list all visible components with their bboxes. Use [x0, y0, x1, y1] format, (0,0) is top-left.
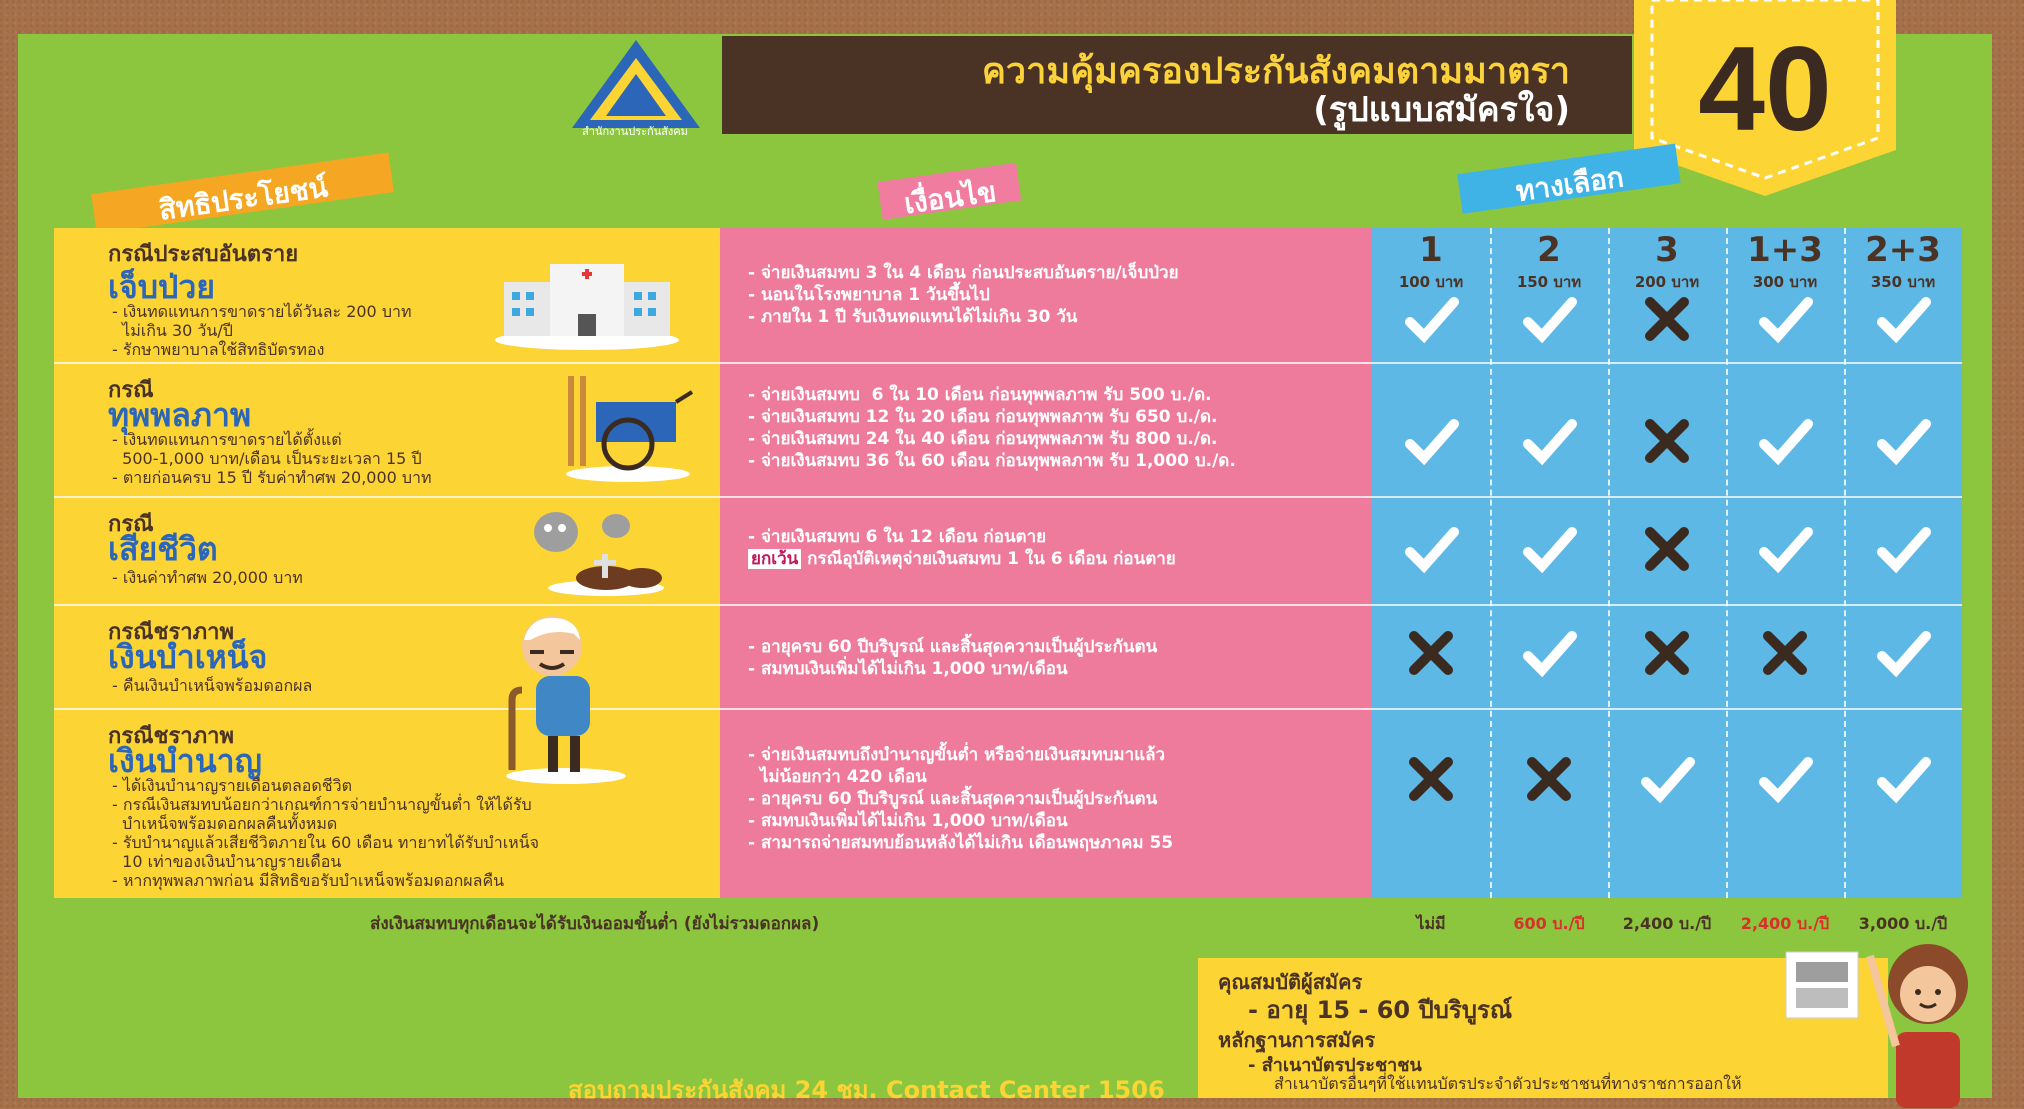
check-icon	[1372, 290, 1490, 350]
row-divider	[54, 496, 1962, 498]
check-icon	[1844, 412, 1962, 472]
option-1-3-price: 300 บาท	[1752, 273, 1818, 291]
qualifications-title: คุณสมบัติผู้สมัคร	[1218, 970, 1363, 994]
row-type: กรณี	[108, 512, 154, 537]
option-1-3-number: 1+3	[1747, 230, 1823, 270]
cross-icon	[1608, 412, 1726, 472]
row-details: - เงินค่าทำศพ 20,000 บาท	[112, 568, 303, 587]
option-2-3-price: 350 บาท	[1870, 273, 1936, 291]
row-conditions: - จ่ายเงินสมทบถึงบำนาญขั้นต่ำ หรือจ่ายเงินสมทบมาแล้ว ไม่น้อยกว่า 420 เดือน - อายุครบ 60 ปีบริบูรณ์ และสิ้นสุดความเป็นผู้ประกันตน - สมทบเงินเพิ่มได้ไม่เกิน 1,000 บาท/เดือน - สามารถจ่ายสมทบย้อนหลังได้ไม่เกิน เดือนพฤษภาคม 55	[748, 745, 1174, 853]
option-2-number: 2	[1537, 230, 1561, 270]
ghost-grave-icon	[530, 506, 670, 596]
savings-option-1-3: 2,400 บ./ปี	[1740, 914, 1830, 933]
option-1-price: 100 บาท	[1398, 273, 1464, 291]
contact-center: สอบถามประกันสังคม 24 ชม. Contact Center 1506	[568, 1076, 1165, 1104]
cross-icon	[1372, 750, 1490, 810]
cross-icon	[1726, 624, 1844, 684]
check-icon	[1490, 412, 1608, 472]
wheelchair-icon	[560, 372, 696, 482]
savings-note: ส่งเงินสมทบทุกเดือนจะได้รับเงินออมขั้นต่ำ (ยังไม่รวมดอกผล)	[370, 914, 820, 934]
check-icon	[1726, 412, 1844, 472]
row-conditions: - จ่ายเงินสมทบ 6 ใน 12 เดือน ก่อนตาย ยกเว้น กรณีอุบัติเหตุจ่ายเงินสมทบ 1 ใน 6 เดือน ก่อนตาย	[748, 527, 1176, 569]
row-type: กรณี	[108, 378, 154, 403]
row-divider	[54, 708, 1962, 710]
ribbon-benefits: สิทธิประโยชน์	[91, 152, 394, 233]
page-subtitle: (รูปแบบสมัครใจ)	[1313, 90, 1570, 130]
check-icon	[1608, 750, 1726, 810]
check-icon	[1490, 624, 1608, 684]
page-title: ความคุ้มครองประกันสังคมตามมาตรา	[981, 51, 1570, 92]
hospital-icon	[494, 258, 680, 350]
exception-highlight: ยกเว้น	[748, 549, 801, 569]
savings-option-1: ไม่มี	[1416, 914, 1446, 933]
woman-icon	[1866, 936, 1990, 1108]
ribbon-options: ทางเลือก	[1457, 144, 1680, 214]
row-details: - เงินทดแทนการขาดรายได้วันละ 200 บาท ไม่เกิน 30 วัน/ปี - รักษาพยาบาลใช้สิทธิบัตรทอง	[112, 302, 412, 359]
option-1-number: 1	[1419, 230, 1443, 270]
check-icon	[1372, 412, 1490, 472]
option-3-price: 200 บาท	[1634, 273, 1700, 291]
row-details: - เงินทดแทนการขาดรายได้ตั้งแต่ 500-1,000 บาท/เดือน เป็นระยะเวลา 15 ปี - ตายก่อนครบ 15 ปี รับค่าทำศพ 20,000 บาท	[112, 430, 432, 487]
savings-option-3: 2,400 บ./ปี	[1622, 914, 1712, 933]
savings-option-2: 600 บ./ปี	[1513, 914, 1585, 933]
check-icon	[1726, 290, 1844, 350]
cross-icon	[1608, 624, 1726, 684]
row-type: กรณีชราภาพ	[108, 724, 235, 749]
elderly-man-icon	[490, 610, 640, 786]
check-icon	[1844, 750, 1962, 810]
row-heading: เงินบำนาญ	[108, 742, 262, 780]
check-icon	[1726, 520, 1844, 580]
sso-logo-icon	[566, 36, 706, 136]
cross-icon	[1490, 750, 1608, 810]
row-type: กรณีชราภาพ	[108, 620, 235, 645]
check-icon	[1844, 624, 1962, 684]
savings-option-2-3: 3,000 บ./ปี	[1858, 914, 1948, 933]
check-icon	[1490, 520, 1608, 580]
check-icon	[1844, 290, 1962, 350]
check-icon	[1726, 750, 1844, 810]
qualifications-age: - อายุ 15 - 60 ปีบริบูรณ์	[1248, 996, 1513, 1024]
row-heading: เสียชีวิต	[108, 530, 218, 568]
row-heading: เจ็บป่วย	[108, 268, 216, 306]
row-divider	[54, 604, 1962, 606]
cross-icon	[1608, 290, 1726, 350]
check-icon	[1372, 520, 1490, 580]
row-conditions: - จ่ายเงินสมทบ 3 ใน 4 เดือน ก่อนประสบอันตราย/เจ็บป่วย - นอนในโรงพยาบาล 1 วันขึ้นไป - ภายใน 1 ปี รับเงินทดแทนได้ไม่เกิน 30 วัน	[748, 263, 1179, 327]
option-2-price: 150 บาท	[1516, 273, 1582, 291]
row-heading: เงินบำเหน็จ	[108, 638, 268, 676]
option-2-3-number: 2+3	[1865, 230, 1941, 270]
logo-caption: สำนักงานประกันสังคม	[582, 125, 688, 138]
option-3-number: 3	[1655, 230, 1679, 270]
row-conditions: - จ่ายเงินสมทบ 6 ใน 10 เดือน ก่อนทุพพลภาพ รับ 500 บ./ด. - จ่ายเงินสมทบ 12 ใน 20 เดือน ก่อนทุพพลภาพ รับ 650 บ./ด. - จ่ายเงินสมทบ 24 ใน 40 เดือน ก่อนทุพพลภาพ รับ 800 บ./ด. - จ่ายเงินสมทบ 36 ใน 60 เดือน ก่อนทุพพลภาพ รับ 1,000 บ./ด.	[748, 385, 1236, 471]
check-icon	[1490, 290, 1608, 350]
id-card-icon	[1784, 950, 1860, 1020]
cross-icon	[1372, 624, 1490, 684]
ribbon-conditions: เงื่อนไข	[877, 163, 1021, 220]
check-icon	[1844, 520, 1962, 580]
document-item: - สำเนาบัตรประชาชน	[1248, 1055, 1422, 1076]
row-heading: ทุพพลภาพ	[108, 396, 252, 434]
row-divider	[54, 362, 1962, 364]
section-number: 40	[1698, 22, 1832, 156]
row-type: กรณีประสบอันตราย	[108, 242, 299, 267]
document-item: สำเนาบัตรอื่นๆที่ใช้แทนบัตรประจำตัวประชาชนที่ทางราชการออกให้	[1274, 1074, 1742, 1093]
row-details: - คืนเงินบำเหน็จพร้อมดอกผล	[112, 676, 313, 695]
cross-icon	[1608, 520, 1726, 580]
row-details: - ได้เงินบำนาญรายเดือนตลอดชีวิต - กรณีเงินสมทบน้อยกว่าเกณฑ์การจ่ายบำนาญขั้นต่ำ ให้ได้รับ บำเหน็จพร้อมดอกผลคืนทั้งหมด - รับบำนาญแล้วเสียชีวิตภายใน 60 เดือน ทายาทได้รับบำเหน็จ 10 เท่าของเงินบำนาญรายเดือน - หากทุพพลภาพก่อน มีสิทธิขอรับบำเหน็จพร้อมดอกผลคืน	[112, 776, 540, 890]
documents-title: หลักฐานการสมัคร	[1218, 1028, 1376, 1052]
row-conditions: - อายุครบ 60 ปีบริบูรณ์ และสิ้นสุดความเป็นผู้ประกันตน - สมทบเงินเพิ่มได้ไม่เกิน 1,000 บาท/เดือน	[748, 637, 1158, 679]
